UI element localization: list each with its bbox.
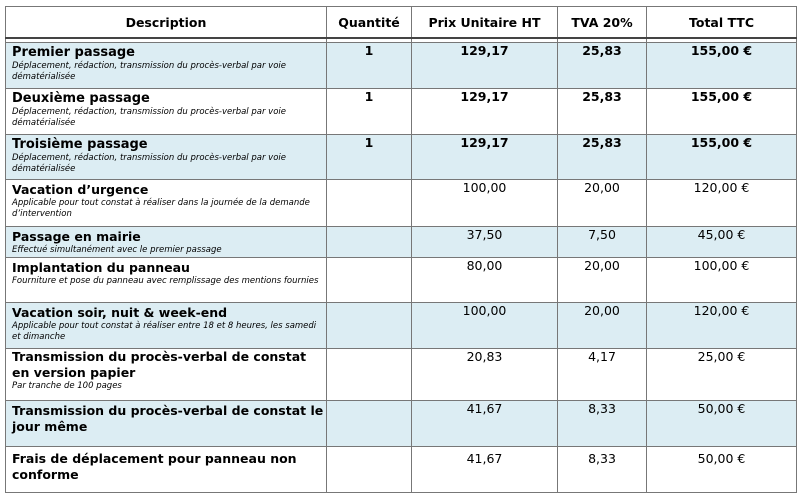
- tva-cell: 4,17: [558, 349, 647, 401]
- unit-price-cell: 80,00: [412, 258, 558, 303]
- total-cell: 45,00 €: [647, 227, 797, 258]
- total-cell: 155,00 €: [647, 43, 797, 89]
- tva-cell: 25,83: [558, 43, 647, 89]
- total-cell: 50,00 €: [647, 447, 797, 493]
- row-subtitle: Déplacement, rédaction, transmission du procès-verbal par voie dématérialisée: [12, 153, 286, 174]
- unit-price-cell: 41,67: [412, 447, 558, 493]
- total-cell: 120,00 €: [647, 303, 797, 349]
- tva-cell: 25,83: [558, 89, 647, 135]
- row-title: Implantation du panneau: [12, 260, 190, 275]
- price-table: [5, 6, 797, 493]
- header-tva: TVA 20%: [558, 7, 647, 39]
- description-cell: [6, 43, 327, 89]
- quantity-cell: [327, 258, 412, 303]
- row-subtitle: Effectué simultanément avec le premier passage: [12, 245, 222, 255]
- row-subtitle: Fourniture et pose du panneau avec remplissage des mentions fournies: [12, 276, 319, 286]
- quantity-cell: 1: [327, 43, 412, 89]
- description-cell: [6, 303, 327, 349]
- tva-cell: 8,33: [558, 401, 647, 447]
- tva-cell: 8,33: [558, 447, 647, 493]
- row-subtitle: Par tranche de 100 pages: [12, 381, 122, 391]
- header-total: Total TTC: [647, 7, 797, 39]
- quantity-cell: [327, 349, 412, 401]
- quantity-cell: [327, 227, 412, 258]
- table-row: [6, 180, 797, 227]
- table-row: [6, 447, 797, 493]
- description-cell: [6, 258, 327, 303]
- quantity-cell: [327, 447, 412, 493]
- tva-cell: 20,00: [558, 258, 647, 303]
- quantity-cell: [327, 303, 412, 349]
- row-subtitle: Applicable pour tout constat à réaliser dans la journée de la demande d’intervention: [12, 198, 310, 219]
- row-title: Passage en mairie: [12, 229, 141, 244]
- header-prix-unitaire: Prix Unitaire HT: [412, 7, 558, 39]
- description-cell: [6, 401, 327, 447]
- total-cell: 25,00 €: [647, 349, 797, 401]
- quantity-cell: 1: [327, 135, 412, 180]
- description-cell: [6, 180, 327, 227]
- unit-price-cell: 129,17: [412, 135, 558, 180]
- description-cell: [6, 227, 327, 258]
- row-title: Vacation soir, nuit & week-end: [12, 305, 228, 320]
- header-quantite: Quantité: [327, 7, 412, 39]
- table-row: [6, 401, 797, 447]
- unit-price-cell: 129,17: [412, 89, 558, 135]
- description-cell: [6, 89, 327, 135]
- row-title: Transmission du procès-verbal de constat en version papier: [12, 349, 307, 380]
- description-cell: [6, 135, 327, 180]
- table-row: [6, 227, 797, 258]
- table-row: [6, 303, 797, 349]
- row-subtitle: Applicable pour tout constat à réaliser entre 18 et 8 heures, les samedi et dimanche: [12, 321, 317, 342]
- description-cell: [6, 447, 327, 493]
- header-description: Description: [6, 7, 327, 39]
- quantity-cell: [327, 401, 412, 447]
- row-title: Premier passage: [12, 45, 135, 60]
- unit-price-cell: 100,00: [412, 180, 558, 227]
- total-cell: 155,00 €: [647, 135, 797, 180]
- table-row: [6, 43, 797, 89]
- total-cell: 120,00 €: [647, 180, 797, 227]
- tva-cell: 25,83: [558, 135, 647, 180]
- tva-cell: 20,00: [558, 180, 647, 227]
- row-title: Troisième passage: [12, 137, 148, 152]
- unit-price-cell: 41,67: [412, 401, 558, 447]
- total-cell: 100,00 €: [647, 258, 797, 303]
- header-row: [6, 7, 797, 39]
- row-title: Transmission du procès-verbal de constat le jour même: [12, 403, 324, 434]
- quantity-cell: 1: [327, 89, 412, 135]
- row-subtitle: Déplacement, rédaction, transmission du procès-verbal par voie dématérialisée: [12, 107, 286, 128]
- row-title: Vacation d’urgence: [12, 182, 149, 197]
- unit-price-cell: 100,00: [412, 303, 558, 349]
- unit-price-cell: 37,50: [412, 227, 558, 258]
- unit-price-cell: 129,17: [412, 43, 558, 89]
- table-row: [6, 135, 797, 180]
- tva-cell: 20,00: [558, 303, 647, 349]
- table-row: [6, 349, 797, 401]
- unit-price-cell: 20,83: [412, 349, 558, 401]
- tva-cell: 7,50: [558, 227, 647, 258]
- total-cell: 50,00 €: [647, 401, 797, 447]
- row-title: Deuxième passage: [12, 91, 150, 106]
- table-row: [6, 258, 797, 303]
- row-title: Frais de déplacement pour panneau non conforme: [12, 451, 297, 482]
- row-subtitle: Déplacement, rédaction, transmission du procès-verbal par voie dématérialisée: [12, 61, 286, 82]
- total-cell: 155,00 €: [647, 89, 797, 135]
- table-row: [6, 89, 797, 135]
- quantity-cell: [327, 180, 412, 227]
- description-cell: [6, 349, 327, 401]
